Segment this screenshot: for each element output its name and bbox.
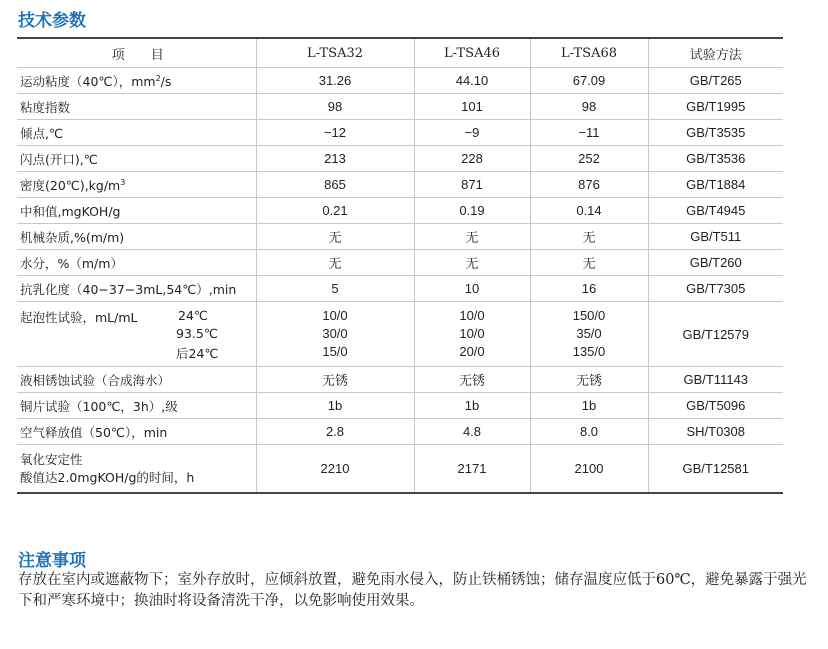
- table-row: [17, 120, 783, 146]
- row-item-label: 液相锈蚀试验（合成海水）: [17, 367, 256, 393]
- value-cell: 98: [530, 94, 648, 120]
- value-cell: 10/0 10/0 20/0: [414, 302, 530, 367]
- value-cell: 0.21: [256, 198, 414, 224]
- value-cell: 213: [256, 146, 414, 172]
- method-cell: GB/T5096: [648, 393, 783, 419]
- value-cell: 1b: [414, 393, 530, 419]
- method-cell: GB/T511: [648, 224, 783, 250]
- header-grade-68: L-TSA68: [530, 38, 648, 68]
- value-cell: 150/0 35/0 135/0: [530, 302, 648, 367]
- value-cell: 865: [256, 172, 414, 198]
- table-row: [17, 224, 783, 250]
- value-cell: −9: [414, 120, 530, 146]
- row-item-label: 机械杂质,%(m/m): [17, 224, 256, 250]
- table-row: [17, 419, 783, 445]
- row-item-label: 闪点(开口),℃: [17, 146, 256, 172]
- value-cell: 8.0: [530, 419, 648, 445]
- tech-params-table: [17, 37, 783, 494]
- row-item-label: 起泡性试验，mL/mL 24℃ 93.5℃ 后24℃: [17, 302, 256, 367]
- value-cell: −11: [530, 120, 648, 146]
- row-item-label: 水分，%（m/m）: [17, 250, 256, 276]
- method-cell: GB/T1995: [648, 94, 783, 120]
- method-cell: GB/T1884: [648, 172, 783, 198]
- foam-temp-3: 后24℃: [176, 346, 219, 361]
- row-item-label: 中和值,mgKOH/g: [17, 198, 256, 224]
- value-cell: 无: [414, 250, 530, 276]
- value-cell: 2171: [414, 445, 530, 494]
- value-cell: 67.09: [530, 68, 648, 94]
- table-row-oxidation: [17, 445, 783, 494]
- value-cell: 0.19: [414, 198, 530, 224]
- method-cell: GB/T4945: [648, 198, 783, 224]
- value-cell: 2210: [256, 445, 414, 494]
- value-cell: 1b: [256, 393, 414, 419]
- table-header-row: [17, 38, 783, 68]
- value-cell: 2100: [530, 445, 648, 494]
- table-row: [17, 172, 783, 198]
- method-cell: GB/T7305: [648, 276, 783, 302]
- value-cell: 101: [414, 94, 530, 120]
- value-cell: 5: [256, 276, 414, 302]
- row-item-label: 运动粘度（40℃），$mm^2/s$: [17, 68, 256, 94]
- notes-paragraph: 存放在室内或遮蔽物下；室外存放时，应倾斜放置，避免雨水侵入，防止铁桶锈蚀；储存温度应低于60℃，避免暴露于强光下和严寒环境中；换油时将设备清洗干净，以免影响使用效果。: [18, 572, 807, 609]
- value-cell: 无: [414, 224, 530, 250]
- table-row: [17, 250, 783, 276]
- section-title-notes: 注意事项: [18, 551, 86, 571]
- header-grade-46: L-TSA46: [414, 38, 530, 68]
- value-cell: 2.8: [256, 419, 414, 445]
- value-cell: 44.10: [414, 68, 530, 94]
- row-item-label: 粘度指数: [17, 94, 256, 120]
- method-cell: GB/T265: [648, 68, 783, 94]
- value-cell: 10: [414, 276, 530, 302]
- value-cell: 31.26: [256, 68, 414, 94]
- value-cell: 无: [530, 224, 648, 250]
- method-cell: GB/T11143: [648, 367, 783, 393]
- table-row: [17, 94, 783, 120]
- row-item-label: 密度$(20℃),kg/m^3$: [17, 172, 256, 198]
- value-cell: 16: [530, 276, 648, 302]
- header-grade-32: L-TSA32: [256, 38, 414, 68]
- value-cell: 无: [256, 250, 414, 276]
- foam-temp-1: 24℃: [178, 308, 208, 323]
- value-cell: 无锈: [530, 367, 648, 393]
- value-cell: 无锈: [256, 367, 414, 393]
- value-cell: −12: [256, 120, 414, 146]
- section-title-tech-params: 技术参数: [18, 11, 86, 31]
- method-cell: GB/T3536: [648, 146, 783, 172]
- table-row: [17, 367, 783, 393]
- method-cell: GB/T12579: [648, 302, 783, 367]
- method-cell: GB/T3535: [648, 120, 783, 146]
- value-cell: 876: [530, 172, 648, 198]
- table-row: [17, 198, 783, 224]
- value-cell: 无: [530, 250, 648, 276]
- row-item-label: 倾点,℃: [17, 120, 256, 146]
- value-cell: 871: [414, 172, 530, 198]
- value-cell: 10/0 30/0 15/0: [256, 302, 414, 367]
- table-row: [17, 393, 783, 419]
- table-row-foam: [17, 302, 783, 367]
- table-row: [17, 146, 783, 172]
- method-cell: SH/T0308: [648, 419, 783, 445]
- header-method: 试验方法: [648, 38, 783, 68]
- table-row: [17, 276, 783, 302]
- table-row: [17, 68, 783, 94]
- value-cell: 无锈: [414, 367, 530, 393]
- value-cell: 98: [256, 94, 414, 120]
- value-cell: 252: [530, 146, 648, 172]
- foam-temp-2: 93.5℃: [176, 326, 218, 341]
- row-item-label: 抗乳化度（40−37−3mL,54℃）,min: [17, 276, 256, 302]
- header-item: 项 目: [111, 47, 164, 63]
- value-cell: 无: [256, 224, 414, 250]
- method-cell: GB/T260: [648, 250, 783, 276]
- value-cell: 0.14: [530, 198, 648, 224]
- method-cell: GB/T12581: [648, 445, 783, 494]
- value-cell: 1b: [530, 393, 648, 419]
- row-item-label: 铜片试验（100℃，3h）,级: [17, 393, 256, 419]
- value-cell: 228: [414, 146, 530, 172]
- row-item-label: 氧化安定性 酸值达2.0mgKOH/g的时间，h: [17, 445, 256, 494]
- value-cell: 4.8: [414, 419, 530, 445]
- row-item-label: 空气释放值（50℃），min: [17, 419, 256, 445]
